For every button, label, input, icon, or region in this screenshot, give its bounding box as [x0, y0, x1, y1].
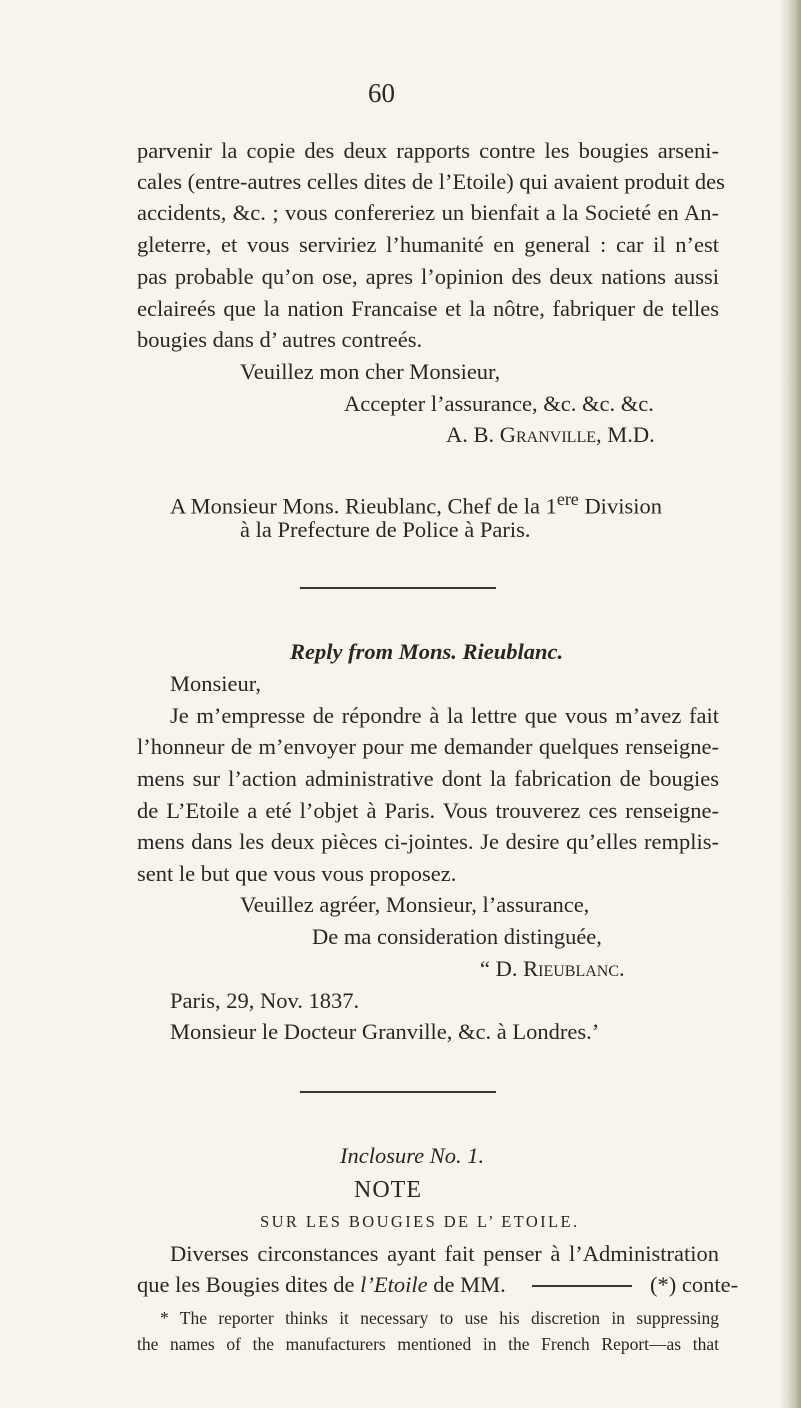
- inclosure-line-2-end: (*) conte-: [650, 1272, 739, 1297]
- reply-signature-name: Rieublanc.: [523, 956, 625, 981]
- reply-line-4: de L’Etoile a eté l’objet à Paris. Vous trouverez ces renseigne-: [137, 798, 719, 823]
- letter-signature: [446, 421, 655, 449]
- inclosure-title: NOTE: [354, 1177, 422, 1203]
- page-number: 60: [368, 78, 395, 108]
- reply-line-2: l’honneur de m’envoyer pour me demander quelques renseigne-: [137, 734, 719, 759]
- page-edge-stain: [779, 0, 801, 1408]
- reply-date: Paris, 29, Nov. 1837.: [170, 988, 360, 1013]
- letter-signature-prefix: A. B.: [446, 422, 500, 447]
- inclosure-heading: Inclosure No. 1.: [340, 1143, 485, 1168]
- reply-closing-1: Veuillez agréer, Monsieur, l’assurance,: [240, 892, 590, 917]
- suppressed-names-dash: [532, 1285, 632, 1287]
- reply-line-5: mens dans les deux pièces ci-jointes. Je desire qu’elles remplis-: [137, 829, 719, 854]
- reply-heading: Reply from Mons. Rieublanc.: [290, 639, 564, 664]
- inclosure-line-2-italic: l’Etoile: [360, 1272, 428, 1297]
- inclosure-subtitle: SUR LES BOUGIES DE L’ ETOILE.: [260, 1212, 580, 1231]
- letter-line-2: cales (entre-autres celles dites de l’Etoile) qui avaient produit des: [137, 169, 725, 194]
- inclosure-line-2: [137, 1271, 506, 1299]
- reply-closing-2: De ma consideration distinguée,: [312, 924, 602, 949]
- footnote-line-1: * The reporter thinks it necessary to use his discretion in suppressing: [160, 1308, 719, 1328]
- letter-closing-2: Accepter l’assurance, &c. &c. &c.: [344, 391, 654, 416]
- reply-recipient: Monsieur le Docteur Granville, &c. à Londres.’: [170, 1019, 600, 1044]
- reply-line-6: sent le but que vous vous proposez.: [137, 861, 457, 886]
- section-divider-2: [300, 1091, 496, 1093]
- inclosure-line-2-pre: que les Bougies dites de: [137, 1272, 361, 1297]
- letter-line-4: gleterre, et vous serviriez l’humanité en general : car il n’est: [137, 232, 719, 257]
- reply-salutation: Monsieur,: [170, 671, 261, 696]
- letter-signature-suffix: , M.D.: [596, 422, 655, 447]
- letter-closing-1: Veuillez mon cher Monsieur,: [240, 359, 501, 384]
- letter-line-5: pas probable qu’on ose, apres l’opinion des deux nations aussi: [137, 264, 719, 289]
- letter-address-2: à la Prefecture de Police à Paris.: [240, 517, 531, 542]
- footnote-line-2: the names of the manufacturers mentioned in the French Report—as that: [137, 1334, 719, 1354]
- letter-line-7: bougies dans d’ autres contreés.: [137, 327, 423, 352]
- reply-signature-prefix: “ D.: [480, 956, 524, 981]
- letter-address-1-pre: A Monsieur Mons. Rieublanc, Chef de la 1: [170, 493, 557, 519]
- letter-line-1: parvenir la copie des deux rapports contre les bougies arseni-: [137, 138, 719, 163]
- reply-line-1: Je m’empresse de répondre à la lettre que vous m’avez fait: [170, 703, 719, 728]
- letter-address-1-post: Division: [578, 493, 662, 519]
- inclosure-line-2-post: de MM.: [427, 1272, 506, 1297]
- letter-line-3: accidents, &c. ; vous confereriez un bienfait a la Societé en An-: [137, 200, 719, 225]
- reply-line-3: mens sur l’action administrative dont la fabrication de bougies: [137, 766, 719, 791]
- section-divider-1: [300, 587, 496, 589]
- letter-line-6: eclaireés que la nation Francaise et la nôtre, fabriquer de telles: [137, 296, 719, 321]
- letter-signature-name: Granville: [499, 422, 596, 447]
- inclosure-line-1: Diverses circonstances ayant fait penser à l’Administration: [170, 1241, 719, 1266]
- reply-signature: [480, 955, 625, 983]
- letter-address-1-sup: ere: [556, 489, 579, 509]
